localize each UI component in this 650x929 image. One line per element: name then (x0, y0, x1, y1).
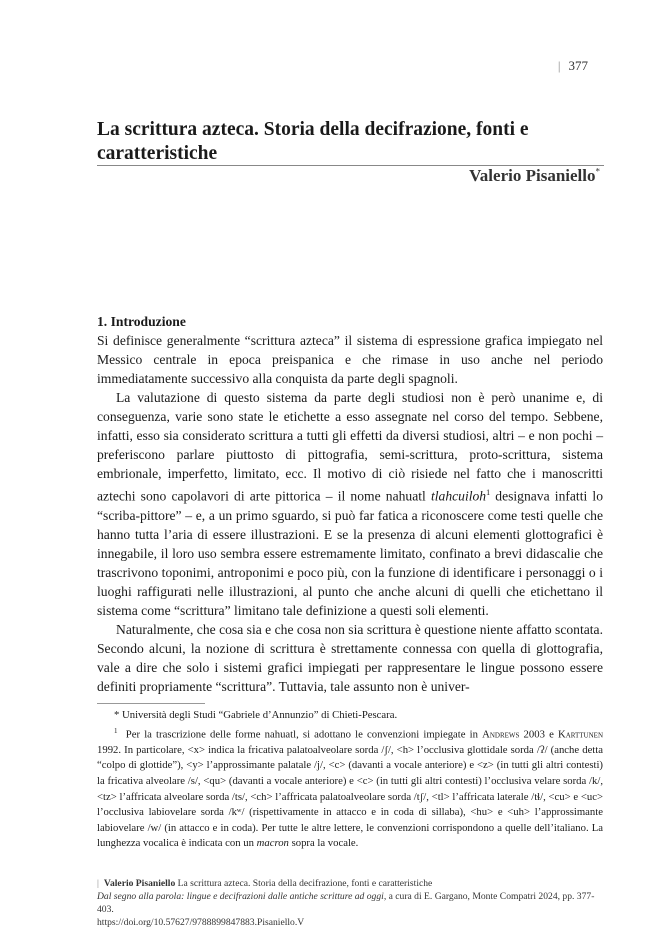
paragraph-2-text-b: designava infatti lo “scriba-pittore” – e, a un primo sguardo, si può far fatica a riconoscere come testi quelle che hanno tutta l’aria di essere illustrazioni. E se la presenza di alcuni elementi glottografici è innegabile, il loro uso sembra essere estremamente limitato, confinato a brevi didascalie che trascrivono toponimi, antroponimi e poco più, con la funzione di identificare i personaggi o i luoghi raffigurati nelle illustrazioni, al punto che anche alcuni di quelli che etichettano il sistema come “scrittura” limitano tale definizione a questi soli elementi. (97, 488, 603, 618)
paragraph-1: Si definisce generalmente “scrittura azteca” il sistema di espressione grafica impiegato nel Messico centrale in epoca preispanica e che rimase in uso anche nel periodo immediatamente successivo alla conquista da parte degli spagnoli. (97, 333, 603, 386)
page-footer (97, 877, 603, 929)
footer-book-title: Dal segno alla parola: lingue e decifrazioni dalle antiche scritture ad oggi (97, 891, 384, 902)
paragraph-2 (97, 388, 603, 620)
page-number-divider: | (557, 58, 561, 73)
term-tlahcuiloh: tlahcuiloh (430, 488, 487, 504)
term-macron: macron (256, 837, 289, 850)
footnote-ref-1[interactable]: 1 (486, 488, 491, 497)
footer-line-2 (97, 890, 603, 916)
author-name: Valerio Pisaniello (469, 166, 596, 185)
footnote-1-text-d: sopra la vocale. (288, 837, 359, 850)
article-author (469, 166, 600, 186)
footnote-1-text-b: 2003 e (519, 728, 558, 741)
section-heading: 1. Introduzione (97, 314, 186, 329)
footnote-1 (97, 724, 603, 852)
footnote-divider (97, 703, 205, 704)
footnote-1-text-a: Per la trascrizione delle forme nahuatl, si adottano le convenzioni impiegate in (125, 728, 483, 741)
footer-doi[interactable]: https://doi.org/10.57627/9788899847883.Pisaniello.V (97, 917, 305, 928)
author-affiliation-mark: * (595, 166, 600, 177)
footnote-affiliation: * Università degli Studi “Gabriele d’Annunzio” di Chieti-Pescara. (114, 709, 398, 721)
footer-title: La scrittura azteca. Storia della decifrazione, fonti e caratteristiche (175, 878, 433, 889)
page-number-value: 377 (568, 58, 588, 73)
footer-publication: , a cura di E. Gargano, Monte Compatri 2024, pp. 377-403. (97, 891, 595, 915)
article-title: La scrittura azteca. Storia della decifrazione, fonti e caratteristiche (97, 119, 529, 164)
footer-author: Valerio Pisaniello (103, 878, 176, 889)
article-body (97, 312, 603, 696)
paragraph-2-text-a: La valutazione di questo sistema da parte degli studiosi non è però unanime e, di conseguenza, varie sono state le etichette a esso assegnate nel corso del tempo. Sebbene, infatti, esso sia considerato scrittura a tutti gli effetti da diversi studiosi, altri – e non pochi – preferiscono parlare piuttosto di pittografia, semi-scrittura, proto-scrittura, sistema embrionale, imperfetto, limitato, ecc. Il motivo di ciò risiede nel fatto che i manoscritti aztechi sono capolavori di arte pittorica – il nome nahuatl (97, 390, 603, 504)
footer-line-1 (97, 877, 603, 890)
footnote-1-text-c: 1992. In particolare, <x> indica la fricativa palatoalveolare sorda /ʃ/, <h> l’occlusiva glottidale sorda /ʔ/ (anche detta “colpo di glottide”), <y> l’approssimante palatale /j/, <c> (davanti a vocale anteriore) e <z> (in tutti gli altri contesti) la fricativa alveolare /s/, <qu> (davanti a vocale anteriore) e <c> (in tutti gli altri contesti) l’occlusiva velare sorda /k/, <tz> l’affricata alveolare sorda /ts/, <ch> l’affricata palatoalveolare sorda /tʃ/, <tl> l’affricata laterale /tɬ/, <cu> e <uc> l’occlusiva labiovelare sorda /kʷ/ (rispettivamente in attacco e in coda di sillaba), <hu> e <uh> l’approssimante labiovelare /w/ (in attacco e in coda). Per tutte le altre lettere, le convenzioni corrispondono a quelle dell’italiano. La lunghezza vocalica è indicata con un (97, 743, 603, 850)
citation-karttunen: Karttunen (557, 728, 603, 741)
page-number (558, 58, 588, 74)
footnote-1-number: 1 (114, 726, 118, 735)
citation-andrews: Andrews (482, 728, 520, 741)
footer-divider: | (97, 878, 99, 889)
footnotes (97, 708, 603, 852)
paragraph-3: Naturalmente, che cosa sia e che cosa non sia scrittura è questione niente affatto scontata. Secondo alcuni, la nozione di scrittura è strettamente connessa con quella di glottografia, vale a dire che solo i sistemi grafici impiegati per rappresentare le lingue possono essere definiti propriamente “scrittura”. Tuttavia, tale assunto non è univer- (97, 621, 603, 694)
